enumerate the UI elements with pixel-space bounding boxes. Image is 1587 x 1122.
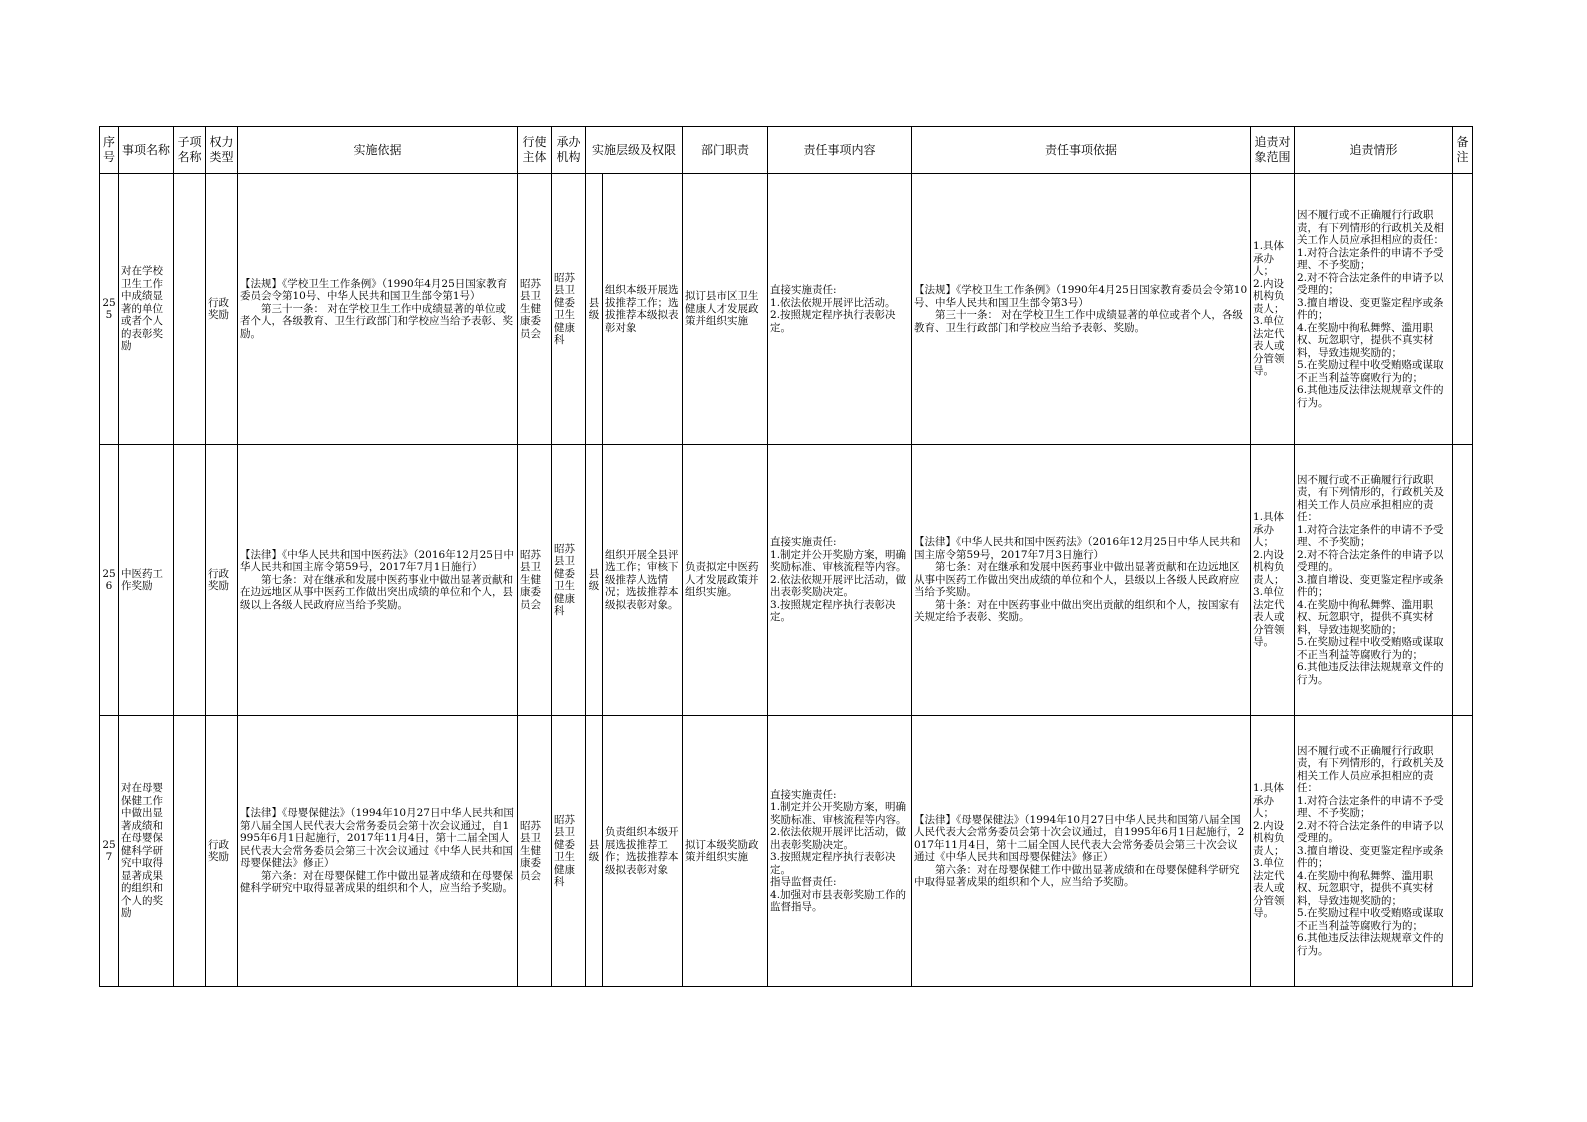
table-row	[100, 174, 1473, 445]
resp-basis-law: 【法律】《母婴保健法》（1994年10月27日中华人民共和国第八届全国人民代表大会常务委员会第十次会议通过，自1995年6月1日起施行，2017年11月4日，第十二届全国人民代表大会常务委员会第三十次会议通过《中华人民共和国母婴保健法》修正）	[914, 813, 1245, 863]
seq-cell-text: 256	[102, 567, 116, 592]
duty-cell-text: 拟订本级奖励政策并组织实施	[685, 838, 759, 863]
duty-cell-text: 拟订县市区卫生健康人才发展政策并组织实施	[685, 290, 759, 328]
table-row	[100, 445, 1473, 716]
subitem-name-cell	[174, 716, 206, 987]
col-item-name: 事项名称	[119, 127, 174, 174]
scope-cell-text: 1.具体承办人； 2.内设机构负责人； 3.单位法定代表人或分管领导。	[1253, 511, 1285, 649]
power-type-cell-text: 行政奖励	[208, 296, 229, 321]
item-name-cell	[119, 716, 174, 987]
seq-cell	[100, 716, 119, 987]
basis-cell	[238, 716, 518, 987]
level-detail-cell	[603, 445, 683, 716]
col-duty: 部门职责	[683, 127, 768, 174]
duty-cell	[683, 445, 768, 716]
header-row	[100, 127, 1473, 174]
resp-cell-text: 直接实施责任: 1.依法依规开展评比活动。 2.按照规定程序执行表彰决定。	[770, 284, 896, 334]
subject-cell	[518, 174, 552, 445]
level-detail-cell	[603, 174, 683, 445]
resp-basis-law: 【法规】《学校卫生工作条例》（1990年4月25日国家教育委员会令第10号、中华人民共和国卫生部令第3号）	[914, 284, 1248, 309]
scope-cell-text: 1.具体承办人； 2.内设机构负责人； 3.单位法定代表人或分管领导。	[1253, 782, 1285, 920]
duty-cell	[683, 716, 768, 987]
subject-cell-text: 昭苏县卫生健康委员会	[520, 277, 541, 340]
col-remark: 备注	[1453, 127, 1473, 174]
basis-cell	[238, 174, 518, 445]
power-type-cell-text: 行政奖励	[208, 567, 229, 592]
level-cell-text: 县级	[588, 838, 600, 863]
resp-cell-text: 直接实施责任: 1.制定并公开奖励方案，明确奖励标准、审核流程等内容。 2.依法依规开展评比活动，做出表彰奖励决定。 3.按照规定程序执行表彰决定。 指导监督责任: 4.加强对市县表彰奖励工作的监督指导。	[770, 788, 907, 913]
level-cell	[586, 716, 603, 987]
col-resp: 责任事项内容	[768, 127, 912, 174]
subject-cell-text: 昭苏县卫生健康委员会	[520, 819, 541, 882]
subject-cell	[518, 716, 552, 987]
subject-cell	[518, 445, 552, 716]
seq-cell-text: 255	[102, 296, 116, 321]
office-cell	[552, 174, 586, 445]
resp-basis-article: 第七条：对在继承和发展中医药事业中做出显著贡献和在边远地区从事中医药工作做出突出成绩的单位和个人，县级以上各级人民政府应当给予奖励。	[914, 561, 1240, 599]
scope-cell	[1251, 445, 1295, 716]
subitem-name-cell	[174, 174, 206, 445]
seq-cell-text: 257	[102, 838, 116, 863]
item-name-cell-text: 对在学校卫生工作中成绩显著的单位或者个人的表彰奖励	[121, 265, 163, 353]
level-cell	[586, 445, 603, 716]
item-name-cell	[119, 445, 174, 716]
office-cell-text: 昭苏县卫健委卫生健康科	[554, 542, 575, 617]
col-seq: 序号	[100, 127, 119, 174]
seq-cell	[100, 445, 119, 716]
basis-article: 第六条：对在母婴保健工作中做出显著成绩和在母婴保健科学研究中取得显著成果的组织和个人，应当给予奖励。	[240, 869, 513, 895]
col-basis: 实施依据	[238, 127, 518, 174]
col-subject: 行使主体	[518, 127, 552, 174]
level-cell	[586, 174, 603, 445]
remark-cell	[1453, 445, 1473, 716]
level-cell-text: 县级	[588, 296, 600, 321]
subitem-name-cell	[174, 445, 206, 716]
basis-cell	[238, 445, 518, 716]
item-name-cell-text: 对在母婴保健工作中做出显著成绩和在母婴保健科学研究中取得显著成果的组织和个人的奖励	[121, 782, 163, 920]
power-type-cell	[206, 174, 238, 445]
power-type-cell	[206, 716, 238, 987]
resp-basis-cell	[912, 174, 1251, 445]
basis-law: 【法律】《中华人民共和国中医药法》（2016年12月25日中华人民共和国主席令第59号，2017年7月1日施行）	[240, 548, 514, 574]
resp-cell-text: 直接实施责任: 1.制定并公开奖励方案，明确奖励标准、审核流程等内容。 2.依法依规开展评比活动，做出表彰奖励决定。 3.按照规定程序执行表彰决定。	[770, 536, 907, 624]
office-cell	[552, 716, 586, 987]
situation-cell	[1295, 716, 1453, 987]
situation-cell-text: 因不履行或不正确履行行政职责，有下列情形的行政机关及相关工作人员应承担相应的责任： 1.对符合法定条件的申请不予受理、不予奖励； 2.对不符合法定条件的申请予以受理的； 3.擅自增设、变更鉴定程序或条件的； 4.在奖励中徇私舞弊、滥用职权、玩忽职守，提供不真实材料，导致违规奖励的； 5.在奖励过程中收受贿赂或谋取不正当利益等腐败行为的； 6.其他违反法律法规规章文件的行为。	[1297, 209, 1445, 409]
item-name-cell	[119, 174, 174, 445]
resp-cell	[768, 174, 912, 445]
office-cell-text: 昭苏县卫健委卫生健康科	[554, 271, 575, 346]
level-detail-cell	[603, 716, 683, 987]
resp-cell	[768, 445, 912, 716]
resp-basis-article: 第六条：对在母婴保健工作中做出显著成绩和在母婴保健科学研究中取得显著成果的组织和个人，应当给予奖励。	[914, 863, 1240, 888]
col-office: 承办机构	[552, 127, 586, 174]
remark-cell	[1453, 716, 1473, 987]
resp-basis-law: 【法律】《中华人民共和国中医药法》（2016年12月25日中华人民共和国主席令第59号，2017年7月3日施行）	[914, 536, 1241, 561]
level-detail-cell-text: 组织开展全县评选工作；审核下级推荐人选情况；选拔推荐本级拟表彰对象。	[605, 548, 679, 611]
resp-basis-article-2: 第十条：对在中医药事业中做出突出贡献的组织和个人，按国家有关规定给予表彰、奖励。	[914, 598, 1240, 624]
resp-basis-cell	[912, 716, 1251, 987]
col-level: 实施层级及权限	[586, 127, 683, 174]
col-power-type: 权力类型	[206, 127, 238, 174]
level-cell-text: 县级	[588, 567, 600, 592]
resp-cell	[768, 716, 912, 987]
resp-basis-article: 第三十一条： 对在学校卫生工作中成绩显著的单位或者个人，各级教育、卫生行政部门和学校应当给予表彰、奖励。	[914, 309, 1243, 334]
col-resp-basis: 责任事项依据	[912, 127, 1251, 174]
subject-cell-text: 昭苏县卫生健康委员会	[520, 548, 541, 611]
col-scope: 追责对象范围	[1251, 127, 1295, 174]
resp-basis-cell	[912, 445, 1251, 716]
scope-cell-text: 1.具体承办人； 2.内设机构负责人； 3.单位法定代表人或分管领导。	[1253, 240, 1285, 378]
seq-cell	[100, 174, 119, 445]
duty-cell-text: 负责拟定中医药人才发展政策并组织实施。	[685, 561, 759, 599]
item-name-cell-text: 中医药工作奖励	[121, 567, 163, 592]
scope-cell	[1251, 716, 1295, 987]
power-type-cell-text: 行政奖励	[208, 838, 229, 863]
scope-cell	[1251, 174, 1295, 445]
situation-cell-text: 因不履行或不正确履行行政职责，有下列情形的，行政机关及相关工作人员应承担相应的责任： 1.对符合法定条件的申请不予受理、不予奖励； 2.对不符合法定条件的申请予以受理的。 3.擅自增设、变更鉴定程序或条件的； 4.在奖励中徇私舞弊、滥用职权、玩忽职守，提供不真实材料，导致违规奖励的； 5.在奖励过程中收受贿赂或谋取不正当利益等腐败行为的； 6.其他违反法律法规规章文件的行为。	[1297, 744, 1445, 957]
basis-law: 【法律】《母婴保健法》（1994年10月27日中华人民共和国第八届全国人民代表大会常务委员会第十次会议通过，自1995年6月1日起施行，2017年11月4日，第十二届全国人民代表大会常务委员会第三十次会议通过《中华人民共和国母婴保健法》修正）	[240, 807, 514, 870]
remark-cell	[1453, 174, 1473, 445]
situation-cell	[1295, 445, 1453, 716]
office-cell	[552, 445, 586, 716]
power-list-table	[99, 126, 1473, 987]
basis-article: 第三十一条： 对在学校卫生工作中成绩显著的单位或者个人，各级教育、卫生行政部门和学校应当给予表彰、奖励。	[240, 302, 513, 340]
level-detail-cell-text: 组织本级开展选拔推荐工作；选拔推荐本级拟表彰对象	[605, 284, 679, 334]
basis-law: 【法规】《学校卫生工作条例》（1990年4月25日国家教育委员会令第10号、中华人民共和国卫生部令第1号）	[240, 277, 508, 303]
col-situation: 追责情形	[1295, 127, 1453, 174]
power-type-cell	[206, 445, 238, 716]
situation-cell	[1295, 174, 1453, 445]
basis-article: 第七条：对在继承和发展中医药事业中做出显著贡献和在边远地区从事中医药工作做出突出成绩的单位和个人，县级以上各级人民政府应当给予奖励。	[240, 573, 513, 611]
situation-cell-text: 因不履行或不正确履行行政职责，有下列情形的，行政机关及相关工作人员应承担相应的责任： 1.对符合法定条件的申请不予受理、不予奖励； 2.对不符合法定条件的申请予以受理的。 3.擅自增设、变更鉴定程序或条件的； 4.在奖励中徇私舞弊、滥用职权、玩忽职守，提供不真实材料，导致违规奖励的； 5.在奖励过程中收受贿赂或谋取不正当利益等腐败行为的； 6.其他违反法律法规规章文件的行为。	[1297, 473, 1445, 686]
duty-cell	[683, 174, 768, 445]
level-detail-cell-text: 负责组织本级开展选拔推荐工作；选拔推荐本级拟表彰对象	[605, 826, 679, 876]
office-cell-text: 昭苏县卫健委卫生健康科	[554, 813, 575, 888]
col-subitem-name: 子项名称	[174, 127, 206, 174]
table-row	[100, 716, 1473, 987]
